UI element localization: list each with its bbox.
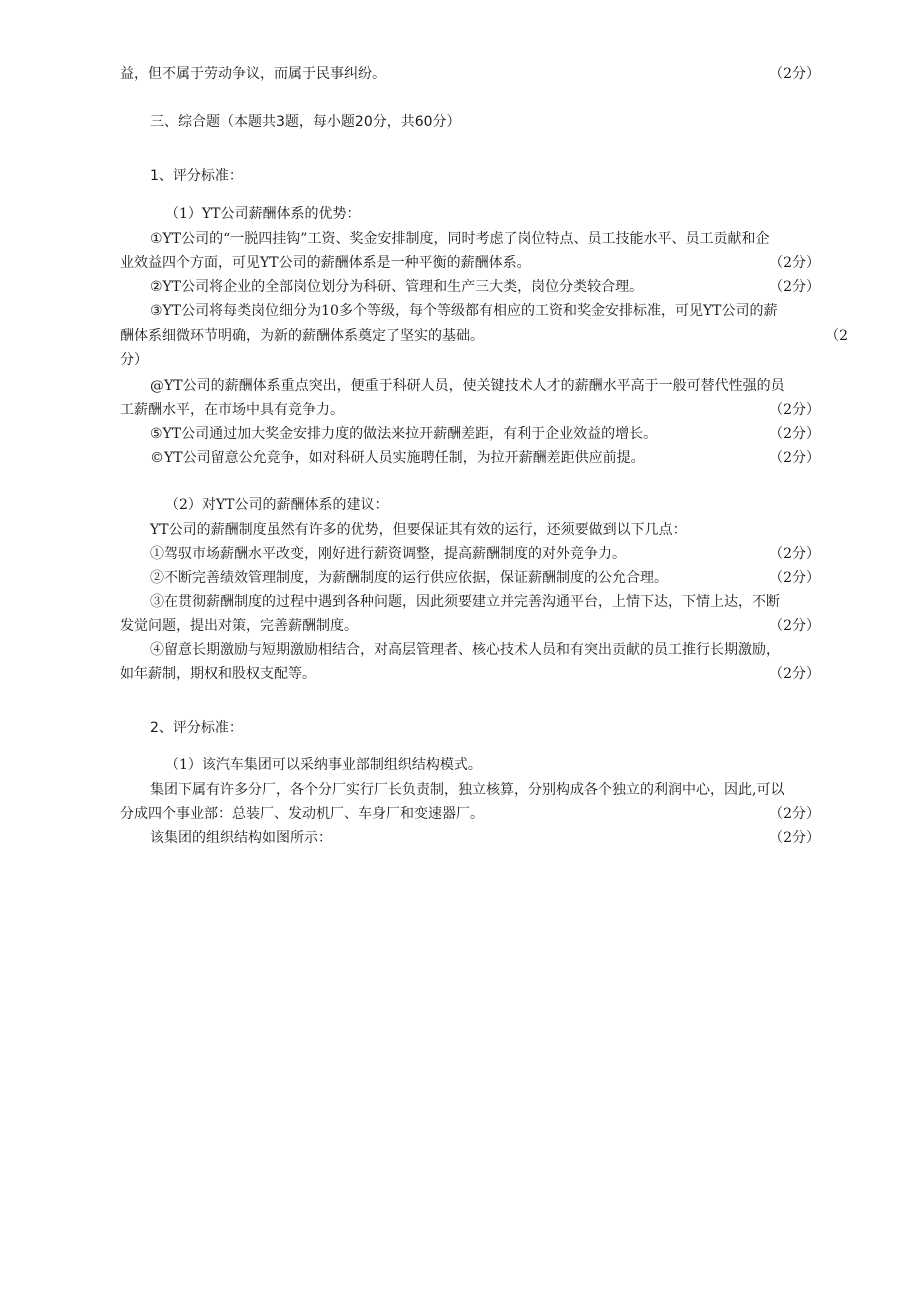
line-text: 该集团的组织结构如图所示： bbox=[150, 830, 332, 846]
score-label: （2 bbox=[825, 328, 848, 344]
text-line bbox=[150, 522, 687, 538]
sub-heading bbox=[150, 720, 243, 736]
line-text: ①驾驭市场薪酬水平改变，刚好进行薪资调整，提高薪酬制度的对外竞争力。 bbox=[150, 546, 626, 562]
section-heading bbox=[150, 114, 461, 130]
line-text: 酬体系细微环节明确，为新的薪酬体系奠定了坚实的基础。 bbox=[120, 328, 484, 344]
text-line bbox=[165, 497, 389, 513]
line-text: ③在贯彻薪酬制度的过程中遇到各种问题，因此须要建立并完善沟通平台，上情下达，下情上达，不断 bbox=[150, 594, 780, 610]
score-label: （2分） bbox=[769, 666, 820, 682]
line-text: @YT公司的薪酬体系重点突出，便重于科研人员，使关键技术人才的薪酬水平高于一般可替代性强的员 bbox=[150, 378, 785, 394]
line-text: ①YT公司的“一脱四挂钩”工资、奖金安排制度，同时考虑了岗位特点、员工技能水平、员工贡献和企 bbox=[150, 231, 770, 247]
line-text: 工薪酬水平，在市场中具有竞争力。 bbox=[120, 402, 344, 418]
line-text: 益，但不属于劳动争议，而属于民事纠纷。 bbox=[120, 66, 386, 82]
text-line bbox=[150, 378, 785, 394]
text-line bbox=[150, 594, 780, 610]
line-text: YT公司的薪酬制度虽然有许多的优势，但要保证其有效的运行，还须要做到以下几点： bbox=[150, 522, 687, 538]
sub-heading-text: 2、评分标准： bbox=[150, 720, 243, 736]
line-text: ②不断完善绩效管理制度，为薪酬制度的运行供应依据，保证薪酬制度的公允合理。 bbox=[150, 570, 668, 586]
score-label: （2分） bbox=[769, 830, 820, 846]
line-text: （1）该汽车集团可以采纳事业部制组织结构模式。 bbox=[165, 757, 482, 773]
score-label: （2分） bbox=[769, 402, 820, 418]
line-text: 如年薪制，期权和股权支配等。 bbox=[120, 666, 316, 682]
score-label: （2分） bbox=[769, 255, 820, 271]
line-text: ②YT公司将企业的全部岗位划分为科研、管理和生产三大类，岗位分类较合理。 bbox=[150, 279, 644, 295]
score-label: （2分） bbox=[769, 426, 820, 442]
line-text: ⑤YT公司通过加大奖金安排力度的做法来拉开薪酬差距，有利于企业效益的增长。 bbox=[150, 426, 658, 442]
score-label: （2分） bbox=[769, 546, 820, 562]
line-text: ④留意长期激励与短期激励相结合，对高层管理者、核心技术人员和有突出贡献的员工推行长期激励， bbox=[150, 642, 780, 658]
line-text: 分） bbox=[120, 352, 148, 368]
section-heading-text: 三、综合题（本题共3题，每小题20分，共60分） bbox=[150, 114, 461, 130]
text-line bbox=[150, 303, 778, 319]
line-text: （1）YT公司薪酬体系的优势： bbox=[165, 206, 361, 222]
sub-heading-text: 1、评分标准： bbox=[150, 168, 243, 184]
text-line bbox=[150, 782, 784, 798]
line-text: （2）对YT公司的薪酬体系的建议： bbox=[165, 497, 389, 513]
sub-heading bbox=[150, 168, 243, 184]
score-label: （2分） bbox=[769, 618, 820, 634]
text-line bbox=[150, 231, 769, 247]
score-label: （2分） bbox=[769, 570, 820, 586]
line-text: 发觉问题，提出对策，完善薪酬制度。 bbox=[120, 618, 358, 634]
line-text: ③YT公司将每类岗位细分为10多个等级，每个等级都有相应的工资和奖金安排标准，可见YT公司的薪 bbox=[150, 303, 778, 319]
text-line bbox=[165, 757, 482, 773]
text-line bbox=[150, 642, 780, 658]
score-label: （2分） bbox=[769, 66, 820, 82]
score-label: （2分） bbox=[769, 450, 820, 466]
line-text: 业效益四个方面，可见YT公司的薪酬体系是一种平衡的薪酬体系。 bbox=[120, 255, 531, 271]
line-text: ©YT公司留意公允竞争，如对科研人员实施聘任制，为拉开薪酬差距供应前提。 bbox=[150, 450, 645, 466]
score-label: （2分） bbox=[769, 806, 820, 822]
line-text: 集团下属有许多分厂，各个分厂实行厂长负责制，独立核算，分别构成各个独立的利润中心，因此,可以 bbox=[150, 782, 785, 798]
score-label: （2分） bbox=[769, 279, 820, 295]
text-line bbox=[165, 206, 361, 222]
line-text: 分成四个事业部：总装厂、发动机厂、车身厂和变速器厂。 bbox=[120, 806, 484, 822]
text-line bbox=[120, 352, 148, 368]
